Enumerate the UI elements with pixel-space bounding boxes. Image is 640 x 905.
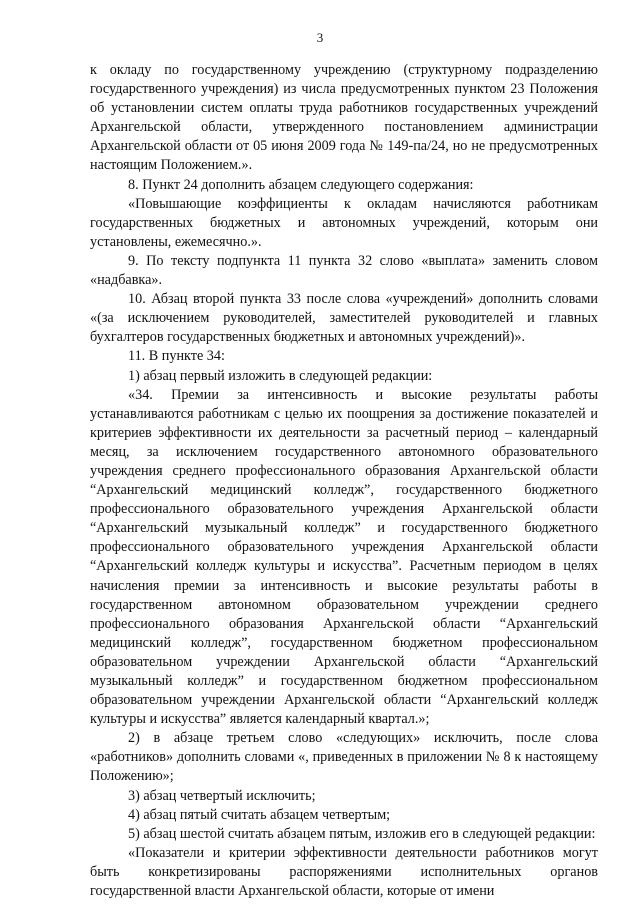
paragraph-item-8: 8. Пункт 24 дополнить абзацем следующего содержания: <box>128 176 474 193</box>
paragraph-subitem-5: 5) абзац шестой считать абзацем пятым, изложив его в следующей редакции: <box>128 825 596 842</box>
paragraph-item-11: 11. В пункте 34: <box>128 348 225 365</box>
paragraph-subitem-4: 4) абзац пятый считать абзацем четвертым; <box>128 806 391 823</box>
paragraph-subitem-1: 1) абзац первый изложить в следующей редакции: <box>128 367 433 384</box>
document-body <box>90 61 598 901</box>
paragraph-item-10: 10. Абзац второй пункта 33 после слова «учреждений» дополнить словами «(за исключением руководителей, заместителей руководителей и главных бухгалтеров государственных бюджетных и автономных учреждений)». <box>90 291 598 346</box>
page-number: 3 <box>316 30 324 45</box>
paragraph-subitem-2: 2) в абзаце третьем слово «следующих» исключить, после слова «работников» дополнить словами «, приведенных в приложении № 8 к настоящему Положению»; <box>90 730 598 785</box>
paragraph-continuation: к окладу по государственному учреждению (структурному подразделению государственного учреждения) из числа предусмотренных пунктом 23 Положения об установлении систем оплаты труда работников государственных учреждений Архангельской области, утвержденного постановлением администрации Архангельской области от 05 июня 2009 года № 149-па/24, но не предусмотренных настоящим Положением.». <box>90 62 598 174</box>
paragraph-subitem-3: 3) абзац четвертый исключить; <box>128 787 316 804</box>
paragraph-quote-indicators: «Показатели и критерии эффективности деятельности работников могут быть конкретизированы распоряжениями исполнительных органов государственной власти Архангельской области, которые от имени <box>90 844 598 900</box>
paragraph-quote-coefficients: «Повышающие коэффициенты к окладам начисляются работникам государственных бюджетных и автономных учреждений, которым они установлены, ежемесячно.». <box>90 195 598 250</box>
paragraph-quote-34: «34. Премии за интенсивность и высокие результаты работы устанавливаются работникам с целью их поощрения за достижение показателей и критериев эффективности их деятельности за расчетный период – календарный месяц, за исключением государственного автономного образовательного учреждения среднего профессионального образования Архангельской области “Архангельский медицинский колледж”, государственного бюджетного профессионального образовательного учреждения Архангельской области “Архангельский музыкальный колледж” и государственного бюджетного профессионального образовательного учреждения Архангельской области “Архангельский колледж культуры и искусства”. Расчетным периодом в целях начисления премии за интенсивность и высокие результаты работы в государственном автономном образовательном учреждении среднего профессионального образования Архангельской области “Архангельский медицинский колледж”, государственном бюджетном профессиональном образовательном учреждении Архангельской области “Архангельский музыкальный колледж” и государственном бюджетном профессиональном образовательном учреждении Архангельской области “Архангельский колледж культуры и искусства” является календарный квартал.»; <box>90 386 598 728</box>
paragraph-item-9: 9. По тексту подпункта 11 пункта 32 слово «выплата» заменить словом «надбавка». <box>90 252 598 289</box>
